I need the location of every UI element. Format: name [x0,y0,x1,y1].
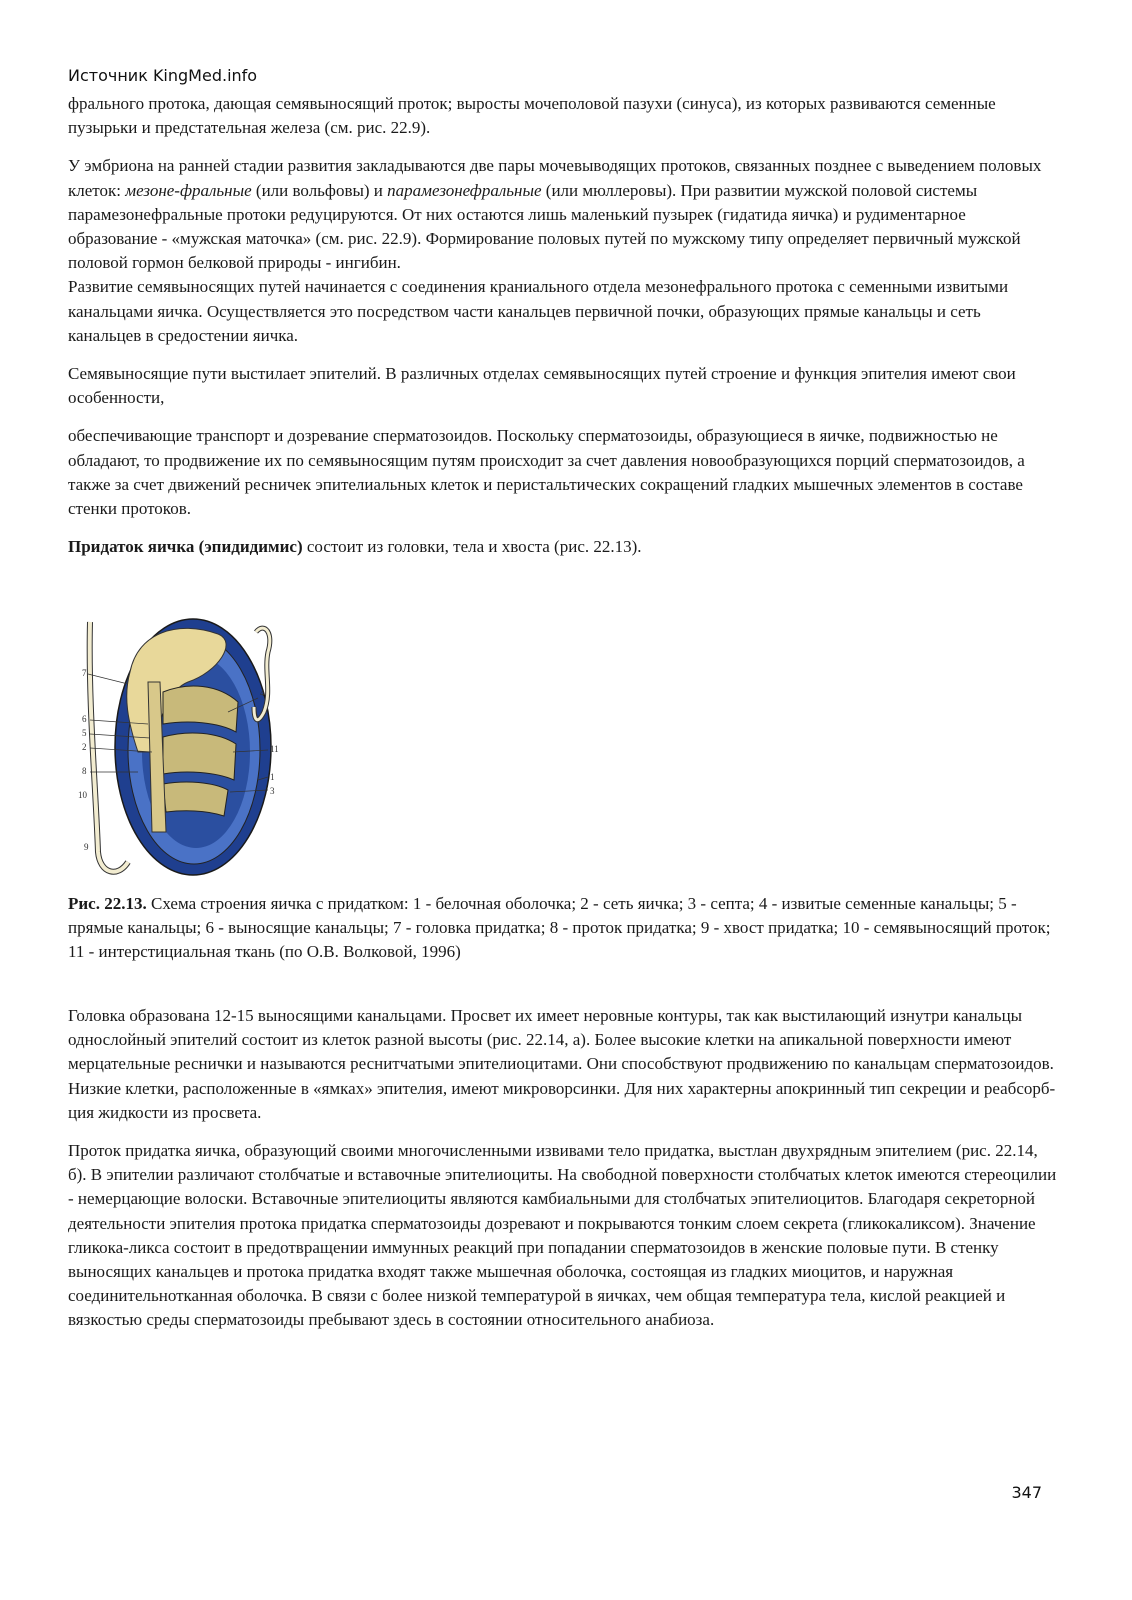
paragraph: Развитие семявыносящих путей начинается с соединения краниального отдела мезонефрального протока с семенными извитыми канальцами яичка. Осуществляется это посредством части канальцев первичной почки, образующих прямые канальцы и сеть канальцев в средостении яичка. [68,277,1009,345]
figure-label: 4 [260,688,265,698]
figure-caption: Рис. 22.13. Схема строения яичка с придатком: 1 - белочная оболочка; 2 - сеть яичка; 3 - септа; 4 - извитые семенные канальцы; 5 - прямые канальцы; 6 - выносящие канальцы; 7 - головка придатка; 8 - проток придатка; 9 - хвост придатка; 10 - семявыносящий проток; 11 - интерстициальная ткань (по О.В. Волковой, 1996) [68,894,1051,962]
body-text-bottom [68,1004,1058,1347]
figure-label: 7 [82,668,87,678]
paragraph: Придаток яичка (эпидидимис) состоит из головки, тела и хвоста (рис. 22.13). [68,537,642,557]
paragraph: Проток придатка яичка, образующий своими многочисленными извивами тело придатка, выстлан двухрядным эпителием (рис. 22.14, б). В эпителии различают столбчатые и вставочные эпителиоциты. На свободной поверхности столбчатых клеток имеются стереоцилии - немерцающие волоски. Вставочные эпителиоциты являются камбиальными для столбчатых эпителиоцитов. Благодаря секреторной деятельности эпителия протока придатка сперматозоиды дозревают и покрываются тонким слоем секрета (гликокаликсом). Значение гликока-ликса состоит в предотвращении иммунных реакций при попадании сперматозоидов в женские половые пути. В стенку выносящих канальцев и протока придатка входят также мышечная оболочка, состоящая из гладких миоцитов, и наружная соединительнотканная оболочка. В связи с более низкой температурой в яичках, чем общая температура тела, кислой реакцией и вязкостью среды сперматозоиды пребывают здесь в состоянии относительного анабиоза. [68,1141,1057,1330]
paragraph: обеспечивающие транспорт и дозревание сперматозоидов. Поскольку сперматозоиды, образующиеся в яичке, подвижностью не обладают, то продвижение их по семявыносящим путям происходит за счет давления новообразующихся порций сперматозоидов, а также за счет движений ресничек эпителиальных клеток и перистальтических сокращений гладких мышечных элементов в составе стенки протоков. [68,426,1025,519]
paragraph: Семявыносящие пути выстилает эпителий. В различных отделах семявыносящих путей строение и функция эпителия имеют свои особенности, [68,364,1016,408]
figure-label: 2 [82,742,87,752]
paragraph: У эмбриона на ранней стадии развития закладываются две пары мочевыводящих протоков, связанных позднее с выведением половых клеток: мезоне-фральные (или вольфовы) и парамезонефральные (или мюллеровы). При развитии мужской половой системы парамезонефральные протоки редуцируются. От них остаются лишь маленький пузырек (гидатида яичка) и рудиментарное образование - «мужская маточка» (см. рис. 22.9). Формирование половых путей по мужскому типу определяет первичный мужской половой гормон белковой природы - ингибин. [68,156,1042,273]
page-number: 347 [1011,1483,1042,1502]
paragraph: Головка образована 12-15 выносящими канальцами. Просвет их имеет неровные контуры, так как выстилающий изнутри канальцы однослойный эпителий состоит из клеток разной высоты (рис. 22.14, а). Более высокие клетки на апикальной поверхности имеют мерцательные реснички и называются реснитчатыми эпителиоцитами. Они способствуют продвижению по канальцам сперматозоидов. Низкие клетки, расположенные в «ямках» эпителия, имеют микроворсинки. Для них характерны апокринный тип секреции и реабсорб-ция жидкости из просвета. [68,1006,1056,1122]
paragraph: фрального протока, дающая семявыносящий проток; выросты мочеполовой пазухи (синуса), из которых развиваются семенные пузырьки и предстательная железа (см. рис. 22.9). [68,94,996,138]
testis-illustration [68,612,288,882]
body-text-top [68,92,1058,573]
figure-label: 11 [270,744,279,754]
figure-label: 10 [78,790,87,800]
figure-label: 3 [270,786,275,796]
term-bold: Придаток яичка (эпидидимис) [68,537,303,557]
figure-label: 1 [270,772,275,782]
source-header: Источник KingMed.info [68,66,258,85]
figure-label: 9 [84,842,89,852]
figure-label: 6 [82,714,87,724]
figure-label: 5 [82,728,87,738]
figure-label: 8 [82,766,87,776]
testis-diagram [68,612,288,882]
